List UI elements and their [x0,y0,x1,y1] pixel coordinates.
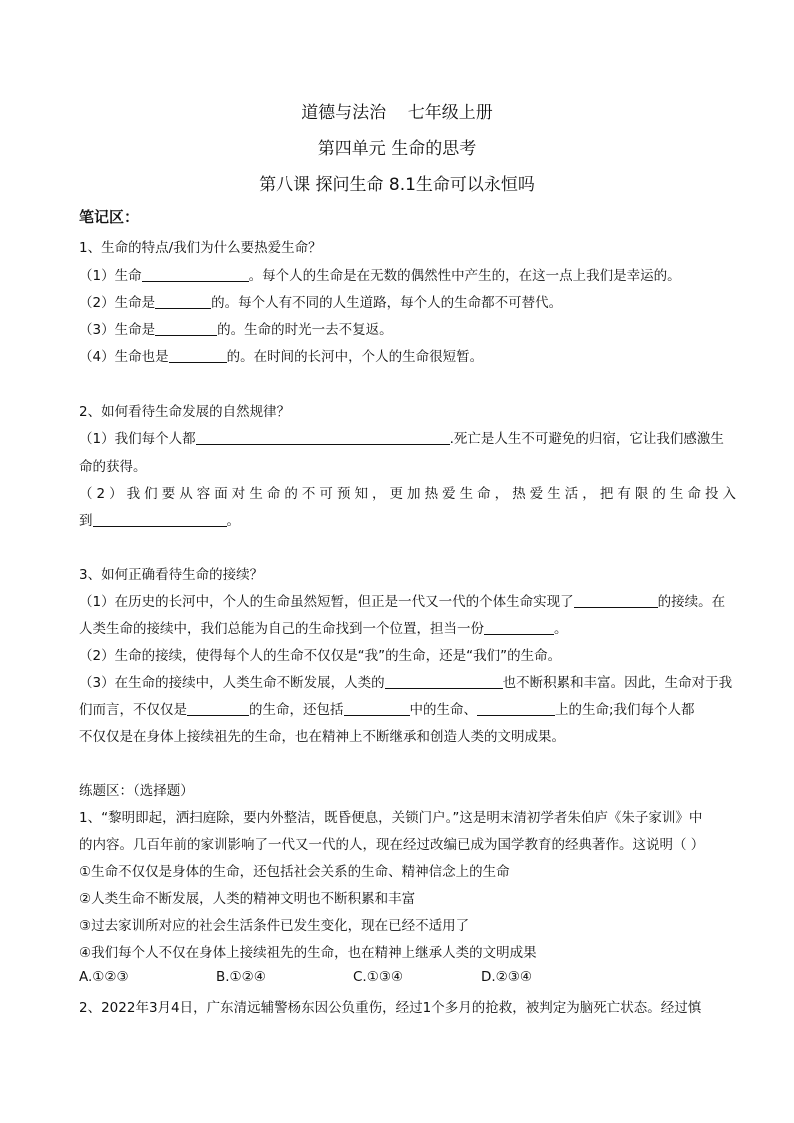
fill-blank [344,702,410,716]
notes-heading: 笔记区： [79,208,140,226]
fill-blank [93,513,227,527]
notes-q2-item2-cont: 到 。 [79,513,240,529]
practice-q2-line1: 2、2022年3月4日，广东清远辅警杨东因公负重伤，经过1个多月的抢救，被判定为脑死亡状态。经过慎 [79,1000,702,1016]
notes-q2-item1-cont: 命的获得。 [79,459,147,475]
practice-q1-line2: 的内容。几百年前的家训影响了一代又一代的人，现在经过改编已成为国学教育的经典著作。这说明（ ） [79,837,705,853]
notes-q3-item3-cont: 们而言，不仅仅是 的生命，还包括 中的生命、 上的生命;我们每个人都 [79,702,695,718]
fill-blank [574,594,658,608]
fill-blank [142,268,249,282]
notes-q2-item1: （1）我们每个人都 .死亡是人生不可避免的归宿，它让我们感激生 [79,431,724,447]
notes-q1-item3: （3）生命是 的。生命的时光一去不复返。 [79,322,393,338]
practice-q1-line1: 1、“黎明即起，洒扫庭除，要内外整洁，既昏便息，关锁门户。”这是明末清初学者朱伯庐《朱子家训》中 [79,810,703,826]
practice-q1-option-d: D.②③④ [481,969,532,985]
fill-blank [484,621,554,635]
fill-blank [477,702,555,716]
notes-q2-question: 2、如何看待生命发展的自然规律？ [79,404,291,420]
notes-q1-question: 1、生命的特点/我们为什么要热爱生命？ [79,240,322,256]
header-unit: 第四单元 生命的思考 [317,139,477,159]
notes-q1-item2: （2）生命是 的。每个人有不同的人生道路，每个人的生命都不可替代。 [79,295,563,311]
practice-heading: 练题区：（选择题） [79,783,194,799]
practice-q1-option-c: C.①③④ [353,969,404,985]
notes-q1-item4: （4）生命也是 的。在时间的长河中，个人的生命很短暂。 [79,349,484,365]
notes-q1-item1: （1）生命 。每个人的生命是在无数的偶然性中产生的，在这一点上我们是幸运的。 [79,268,681,284]
notes-q3-item1-cont: 人类生命的接续中，我们总能为自己的生命找到一个位置，担当一份 。 [79,621,568,637]
header-subject: 道德与法治 七年级上册 [301,103,493,123]
practice-q1-statement1: ①生命不仅仅是身体的生命，还包括社会关系的生命、精神信念上的生命 [79,864,510,880]
fill-blank [155,295,211,309]
notes-q3-question: 3、如何正确看待生命的接续？ [79,567,264,583]
fill-blank [187,702,249,716]
notes-q3-item3: （3）在生命的接续中，人类生命不断发展，人类的 也不断积累和丰富。因此，生命对于我 [79,675,733,691]
fill-blank [155,322,217,336]
practice-q1-statement2: ②人类生命不断发展，人类的精神文明也不断积累和丰富 [79,891,416,907]
fill-blank [169,349,227,363]
fill-blank [196,431,450,445]
fill-blank [385,675,503,689]
practice-q1-statement4: ④我们每个人不仅在身体上接续祖先的生命，也在精神上继承人类的文明成果 [79,945,537,961]
notes-q3-item2: （2）生命的接续，使得每个人的生命不仅仅是“我”的生命，还是“我们”的生命。 [79,648,562,664]
notes-q3-item3-end: 不仅仅是在身体上接续祖先的生命，也在精神上不断继承和创造人类的文明成果。 [79,729,565,745]
header-lesson: 第八课 探问生命 8.1生命可以永恒吗 [259,175,535,195]
practice-q1-option-b: B.①②④ [216,969,266,985]
practice-q1-statement3: ③过去家训所对应的社会生活条件已发生变化，现在已经不适用了 [79,918,470,934]
notes-q2-item2: （2）我们要从容面对生命的不可预知，更加热爱生命，热爱生活，把有限的生命投入 [79,486,736,502]
notes-q3-item1: （1）在历史的长河中，个人的生命虽然短暂，但正是一代又一代的个体生命实现了 的接续。在 [79,594,726,610]
practice-q1-option-a: A.①②③ [79,969,129,985]
